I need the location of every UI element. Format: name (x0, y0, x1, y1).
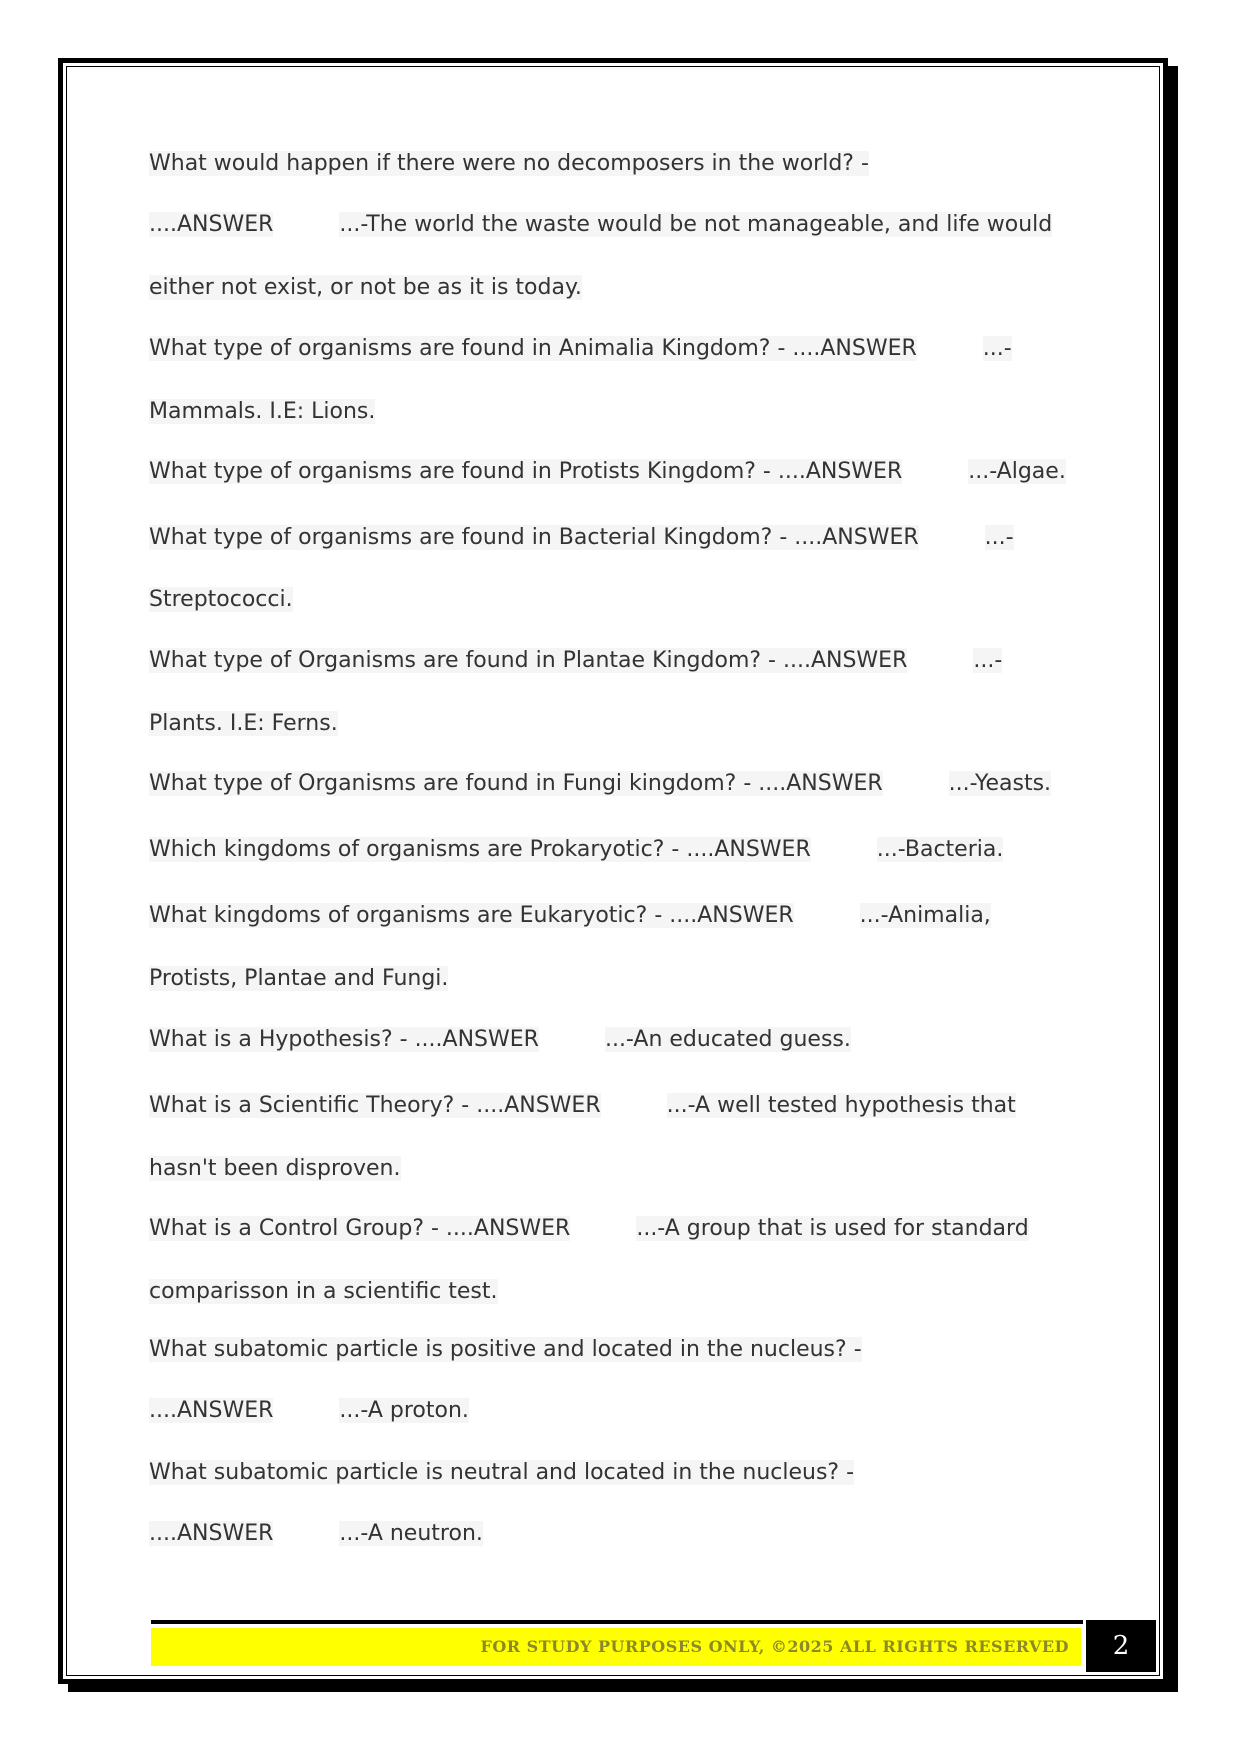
page-frame-inner (66, 66, 1160, 1676)
text-line (149, 456, 1066, 488)
answer-text: ...-A proton. (339, 1398, 469, 1423)
text-line (149, 333, 1012, 365)
question-text: What subatomic particle is neutral and located in the nucleus? - (149, 1460, 855, 1485)
question-text: What type of organisms are found in Bacterial Kingdom? - ....ANSWER (149, 525, 919, 550)
answer-text: ...-A group that is used for standard (636, 1216, 1029, 1241)
answer-text: ...- (973, 648, 1003, 673)
line-text: comparisson in a scientific test. (149, 1279, 498, 1304)
text-line (149, 1518, 483, 1550)
text-line (149, 209, 1052, 241)
answer-text: ...-An educated guess. (604, 1027, 851, 1052)
answer-text: ...- (984, 525, 1014, 550)
text-line (149, 1153, 401, 1185)
line-text: What would happen if there were no decomposers in the world? - (149, 151, 869, 176)
question-text: Which kingdoms of organisms are Prokaryotic? - ....ANSWER (149, 837, 811, 862)
line-text: hasn't been disproven. (149, 1156, 401, 1181)
text-line (149, 1276, 498, 1308)
question-text: What kingdoms of organisms are Eukaryotic? - ....ANSWER (149, 903, 794, 928)
question-text: What type of Organisms are found in Plantae Kingdom? - ....ANSWER (149, 648, 908, 673)
answer-marker: ....ANSWER (149, 1398, 274, 1423)
answer-text: ...-A well tested hypothesis that (666, 1093, 1016, 1118)
answer-text: ...-The world the waste would be not manageable, and life would (339, 212, 1053, 237)
answer-text: ...-Yeasts. (948, 771, 1052, 796)
text-line (149, 1090, 1016, 1122)
question-text: What subatomic particle is positive and located in the nucleus? - (149, 1337, 862, 1362)
question-text: What is a Scientific Theory? - ....ANSWER (149, 1093, 601, 1118)
text-line (149, 396, 375, 428)
text-line (149, 148, 869, 180)
footer-rule (151, 1620, 1083, 1624)
line-text: either not exist, or not be as it is today. (149, 275, 582, 300)
text-line (149, 963, 448, 995)
question-text: What type of Organisms are found in Fungi kingdom? - ....ANSWER (149, 771, 883, 796)
text-line (149, 1457, 854, 1489)
answer-marker: ....ANSWER (149, 212, 274, 237)
answer-text: ...- (982, 336, 1012, 361)
text-line (149, 522, 1014, 554)
text-line (149, 1395, 469, 1427)
text-line (149, 834, 1003, 866)
answer-marker: ....ANSWER (149, 1521, 274, 1546)
text-line (149, 1334, 862, 1366)
text-line (149, 768, 1051, 800)
text-line (149, 708, 338, 740)
line-text: Mammals. I.E: Lions. (149, 399, 376, 424)
question-text: What is a Control Group? - ....ANSWER (149, 1216, 571, 1241)
line-text: Streptococci. (149, 587, 293, 612)
text-line (149, 272, 582, 304)
text-line (149, 1213, 1029, 1245)
answer-text: ...-Bacteria. (876, 837, 1004, 862)
page-number: 2 (1112, 1631, 1130, 1661)
answer-text: ...-Animalia, (859, 903, 991, 928)
text-line (149, 584, 293, 616)
question-text: What is a Hypothesis? - ....ANSWER (149, 1027, 539, 1052)
text-line (149, 645, 1002, 677)
text-line (149, 900, 991, 932)
line-text: Plants. I.E: Ferns. (149, 711, 338, 736)
text-line (149, 1024, 851, 1056)
question-text: What type of organisms are found in Animalia Kingdom? - ....ANSWER (149, 336, 917, 361)
line-text: Protists, Plantae and Fungi. (149, 966, 449, 991)
answer-text: ...-A neutron. (339, 1521, 483, 1546)
footer-notice: FOR STUDY PURPOSES ONLY, ©2025 ALL RIGHTS RESERVED (480, 1637, 1069, 1656)
answer-text: ...-Algae. (968, 459, 1066, 484)
question-text: What type of organisms are found in Protists Kingdom? - ....ANSWER (149, 459, 903, 484)
